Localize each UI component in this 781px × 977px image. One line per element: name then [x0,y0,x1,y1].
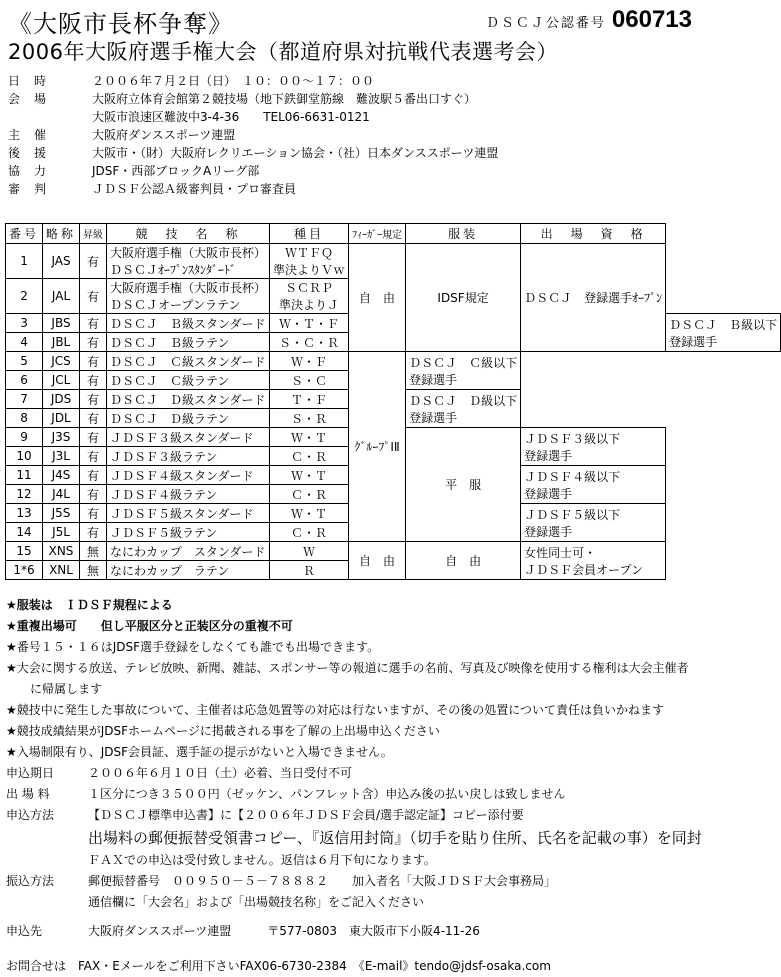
row-number [6,279,43,314]
row-number [6,371,43,390]
row-promotion [80,447,107,466]
row-promotion-line: 有 [87,373,100,388]
info-value: 大阪市・（財）大阪府レクリエーション協会・（社）日本ダンススポーツ連盟 [92,146,499,160]
row-competition-name-line: 大阪府選手権（大阪市長杯） [110,246,267,260]
row-event [270,314,349,333]
row-number-line: 2 [20,289,28,303]
row-event-line: Ｔ・Ｆ [291,392,328,407]
qualification-line: ＪＤＳＦ５級以下 [524,507,621,522]
fee-row [6,784,734,805]
info-value: 大阪市浪速区難波中3-4-36 TEL06-6631-0121 [92,110,370,124]
row-number [6,352,43,371]
row-code-line: JDS [50,392,72,406]
competition-table [5,223,781,580]
info-row-cooperation [8,162,728,180]
row-promotion-line: 有 [87,335,100,350]
note-open-entry: ★番号１５・１６はJDSF選手登録をしなくても誰でも出場できます。 [6,640,380,654]
row-promotion [80,390,107,409]
row-competition-name-line: ＪＤＳＦ３級スタンダード [110,430,254,445]
certification [486,6,692,34]
qualification-line: ＪＤＳＦ会員オープン [524,562,643,577]
row-competition-name-line: ＤＳＣＪオープンラテン [110,298,241,312]
header [8,2,732,36]
apply-value: 大阪府ダンススポーツ連盟 〒577-0803 東大阪市下小阪4-11-26 [88,924,480,938]
row-event [270,428,349,447]
row-event-line: Ｓ・Ｃ [291,373,328,388]
row-number [6,333,43,352]
apply-row [6,921,734,942]
row-promotion-line: 有 [87,506,100,521]
row-event-line: Ｃ・Ｒ [291,525,328,540]
row-promotion-line: 無 [87,563,100,578]
info-key: 協力 [8,164,61,178]
qualification-line: ＤＳＣＪ Ｃ級以下 [409,355,518,370]
row-competition-name-line: ＪＤＳＦ４級スタンダード [110,468,254,483]
row-competition-name-line: ＤＳＣＪ Ｂ級ラテン [110,335,230,350]
row-event [270,371,349,390]
row-competition-name [107,371,270,390]
row-event-line: Ｗ・Ｔ [291,430,328,445]
row-event-line: Ｒ [303,563,316,578]
row-promotion-line: 有 [87,411,100,426]
row-event [270,485,349,504]
cert-label: ＤＳＣＪ公認番号 [485,16,606,31]
row-event [270,279,349,314]
figure-rule-line: 自 由 [359,291,396,305]
row-code-line: JBL [51,335,71,349]
row-event [270,542,349,561]
row-promotion-line: 有 [87,354,100,369]
note-duplicate: ★重複出場可 但し平服区分と正装区分の重複不可 [6,619,293,633]
row-code-line: J5S [51,506,71,520]
row-event [270,561,349,580]
qualification-line: ＤＳＣＪ 登録選手ｵｰﾌﾟﾝ [524,291,663,305]
note-media-rights-cont: に帰属します [30,682,103,696]
row-promotion [80,523,107,542]
row-event-line: ＷＴＦＱ [285,246,334,260]
row-competition-name [107,504,270,523]
row-code [43,279,80,314]
deadline-row [6,763,734,784]
qualification [521,504,666,542]
row-event [270,244,349,279]
deadline-key: 申込期日 [6,766,55,780]
qualification-line: 女性同士可・ [524,545,597,560]
row-promotion [80,333,107,352]
note-results: ★競技成績結果がJDSFホームページに掲載される事を了解の上出場申込ください [6,724,440,738]
row-code [43,244,80,279]
col-header-name: 競 技 名 称 [107,224,270,244]
table-header-row [6,224,781,244]
row-event-line: Ｓ・Ｃ・Ｒ [279,335,340,350]
notes [6,595,734,977]
figure-rule [349,244,406,352]
row-event-line: 準決よりＪ [279,298,340,312]
row-promotion-line: 有 [87,392,100,407]
row-number-line: 14 [16,525,32,539]
row-event-line: Ｓ・Ｒ [291,411,328,426]
row-number [6,466,43,485]
row-event [270,409,349,428]
event-info [8,72,728,198]
row-number [6,244,43,279]
qualification [521,542,666,580]
deadline-value: ２００６年６月１０日（土）必着、当日受付不可 [88,766,353,780]
row-number-line: 12 [16,487,32,501]
row-code [43,390,80,409]
row-code-line: J5L [52,525,70,539]
row-event-line: 準決よりＶｗ [273,263,346,277]
row-promotion-line: 有 [87,316,100,331]
qualification-line: 登録選手 [524,524,573,539]
fee-key: 出 場 料 [6,787,50,801]
row-competition-name-line: ＤＳＣＪ Ｃ級ラテン [110,373,230,388]
row-event-line: Ｗ・Ｆ [291,354,328,369]
qualification-line: 登録選手 [524,448,573,463]
row-competition-name [107,279,270,314]
row-code [43,447,80,466]
col-header-number: 番号 [6,224,43,244]
row-promotion [80,244,107,279]
row-code-line: J3L [52,449,70,463]
row-competition-name [107,561,270,580]
transfer-value: 郵便振替番号 ００９５０－５－７８８８２ 加入者名「大阪ＪＤＳＦ大会事務局」 [88,874,557,888]
col-header-event: 種目 [270,224,349,244]
method-fax: ＦＡＸでの申込は受付致しません。返信は６月下旬になります。 [88,853,436,867]
row-number-line: 10 [16,449,32,463]
row-code-line: J4L [52,487,70,501]
row-code [43,409,80,428]
dress-code [406,428,521,542]
info-key: 会場 [8,92,61,106]
row-event [270,333,349,352]
qualification-line: ＤＳＣＪ Ｂ級以下 [669,317,778,332]
row-competition-name-line: ＪＤＳＦ３級ラテン [110,449,218,464]
dress-code-line: 平 服 [445,478,482,492]
info-row-judges [8,180,728,198]
apply-key: 申込先 [6,924,43,938]
row-number [6,485,43,504]
row-competition-name-line: ＪＤＳＦ５級ラテン [110,525,218,540]
row-number [6,390,43,409]
row-promotion-line: 有 [87,449,100,464]
row-code-line: XNS [48,544,74,558]
info-row-date [8,72,728,90]
figure-rule [349,542,406,580]
col-header-promotion: 昇級 [80,224,107,244]
row-competition-name-line: ＪＤＳＦ５級スタンダード [110,506,254,521]
row-competition-name-line: ＤＳＣＪ Ｄ級スタンダード [110,392,266,407]
row-competition-name-line: なにわカップ スタンダード [110,544,266,559]
note-entry-limit: ★入場制限有り、JDSF会員証、選手証の提示がないと入場できません。 [6,745,393,759]
row-event-line: Ｗ・Ｔ [291,468,328,483]
row-number [6,314,43,333]
row-competition-name [107,542,270,561]
row-code-line: JDL [51,411,71,425]
row-code [43,371,80,390]
row-number-line: 1 [20,254,28,268]
note-media-rights: ★大会に関する放送、テレビ放映、新聞、雑誌、スポンサー等の報道に選手の名前、写真及び映像を使用する権利は大会主催者 [6,661,689,675]
info-key: 主催 [8,128,61,142]
transfer-row [6,871,734,892]
row-code [43,466,80,485]
row-code-line: XNL [49,563,73,577]
row-number [6,523,43,542]
info-key: 審判 [8,182,61,196]
qualification [521,466,666,504]
cup-title: 《大阪市長杯争奪》 [8,10,233,38]
info-value: 大阪府立体育会館第２競技場（地下鉄御堂筋線 難波駅５番出口すぐ） [92,92,477,106]
row-code [43,561,80,580]
row-promotion-line: 有 [87,487,100,502]
row-competition-name [107,244,270,279]
row-competition-name [107,390,270,409]
contact-row: お問合せは FAX・Eメールをご利用下さいFAX06-6730-2384 《E-mail》tendo@jdsf-osaka.com [6,959,551,973]
qualification [406,390,521,428]
row-promotion [80,314,107,333]
row-number-line: 1*6 [13,563,35,577]
row-number-line: 8 [20,411,28,425]
row-promotion [80,485,107,504]
row-number [6,561,43,580]
row-code [43,428,80,447]
row-event-line: ＳＣＲＰ [285,281,334,295]
row-event [270,466,349,485]
info-row-venue-address [8,108,728,126]
info-row-organizer [8,126,728,144]
row-competition-name-line: 大阪府選手権（大阪市長杯） [110,281,267,295]
row-competition-name [107,428,270,447]
row-code [43,504,80,523]
row-competition-name [107,333,270,352]
row-number-line: 9 [20,430,28,444]
row-code-line: JBS [51,316,71,330]
row-promotion-line: 有 [87,254,100,269]
info-row-sponsor [8,144,728,162]
row-number [6,447,43,466]
row-competition-name [107,409,270,428]
row-event-line: Ｗ・Ｔ [291,506,328,521]
row-promotion [80,352,107,371]
row-number-line: 5 [20,354,28,368]
figure-rule [349,352,406,542]
row-event-line: Ｗ・Ｔ・Ｆ [279,316,340,331]
row-promotion [80,466,107,485]
row-code [43,352,80,371]
col-header-dress: 服装 [406,224,521,244]
row-code-line: J3S [51,430,71,444]
method-row [6,805,734,826]
col-header-figure: ﾌｨｰｶﾞｰ規定 [349,224,406,244]
row-event-line: Ｃ・Ｒ [291,487,328,502]
fee-value: １区分につき３５００円（ゼッケン、パンフレット含）申込み後の払い戻しは致しません [88,787,566,801]
row-competition-name [107,352,270,371]
qualification-line: 登録選手 [524,486,573,501]
row-code [43,523,80,542]
row-code [43,485,80,504]
dress-code [406,542,521,580]
row-code-line: JCS [51,354,71,368]
row-code-line: JCL [51,373,71,387]
row-number-line: 4 [20,335,28,349]
qualification [406,352,521,390]
row-number-line: 3 [20,316,28,330]
row-event-line: Ｃ・Ｒ [291,449,328,464]
info-value: ２００６年７月２日（日） １０：００～１７：００ [92,74,375,88]
qualification [521,428,666,466]
row-code-line: JAS [51,254,71,268]
row-promotion [80,371,107,390]
info-value: JDSF・西部ブロックAリーグ部 [92,164,260,178]
qualification-line: 登録選手 [409,410,458,425]
table-row [6,352,781,371]
row-competition-name [107,523,270,542]
note-dress: ★服装は ＩＤＳＦ規程による [6,598,173,612]
row-event [270,447,349,466]
row-event [270,504,349,523]
row-code-line: JAL [51,289,71,303]
row-promotion-line: 有 [87,289,100,304]
row-event [270,523,349,542]
row-competition-name-line: ＤＳＣＪ Ｃ級スタンダード [110,354,266,369]
row-number-line: 6 [20,373,28,387]
transfer-key: 振込方法 [6,874,55,888]
row-promotion [80,409,107,428]
info-value: ＪＤＳＦ公認Ａ級審判員・プロ審査員 [92,182,297,196]
cert-number: 060713 [611,6,692,33]
qualification-line: 登録選手 [669,334,718,349]
row-promotion-line: 有 [87,430,100,445]
col-header-qualification: 出 場 資 格 [521,224,666,244]
row-number [6,504,43,523]
row-event [270,352,349,371]
transfer-note: 通信欄に「大会名」および「出場競技名称」をご記入ください [88,895,425,909]
row-competition-name [107,314,270,333]
row-promotion-line: 有 [87,525,100,540]
row-number [6,542,43,561]
row-promotion-line: 有 [87,468,100,483]
figure-rule-line: 自 由 [359,554,396,568]
row-competition-name [107,466,270,485]
event-title: 2006年大阪府選手権大会（都道府県対抗戦代表選考会） [8,40,558,64]
row-competition-name-line: ＤＳＣＪ Ｄ級ラテン [110,411,230,426]
row-event-line: Ｗ [303,544,316,559]
table-row [6,244,781,279]
row-promotion [80,561,107,580]
row-code [43,542,80,561]
row-promotion [80,504,107,523]
info-key: 日時 [8,74,61,88]
row-code-line: J4S [51,468,71,482]
row-promotion [80,542,107,561]
row-event [270,390,349,409]
row-number-line: 15 [16,544,32,558]
row-competition-name [107,447,270,466]
row-code [43,333,80,352]
row-number [6,428,43,447]
row-number [6,409,43,428]
qualification-line: ＤＳＣＪ Ｄ級以下 [409,393,518,408]
table-row [6,542,781,561]
col-header-code: 略称 [43,224,80,244]
row-code [43,314,80,333]
row-number-line: 7 [20,392,28,406]
row-promotion-line: 無 [87,544,100,559]
method-enclosure: 出場料の郵便振替受領書コピー、『返信用封筒』（切手を貼り住所、氏名を記載の事）を同封 [88,829,702,847]
qualification [666,314,781,352]
dress-code-line: IDSF規定 [437,291,489,305]
qualification-line: ＪＤＳＦ３級以下 [524,431,621,446]
row-competition-name-line: ＤＳＣＪ Ｂ級スタンダード [110,316,266,331]
row-number-line: 11 [16,468,32,482]
method-value: 【ＤＳＣＪ標準申込書】に【２００６年ＪＤＳＦ会員/選手認定証】コピー添付要 [88,808,524,822]
row-promotion [80,279,107,314]
figure-rule-line: ｸﾞﾙｰﾌﾟⅠⅡ [354,440,400,454]
row-competition-name-line: ＪＤＳＦ４級ラテン [110,487,218,502]
qualification-line: ＪＤＳＦ４級以下 [524,469,621,484]
note-accident: ★競技中に発生した事故について、主催者は応急処置等の対応は行ないますが、その後の処置について責任は負いかねます [6,703,665,717]
info-value: 大阪府ダンススポーツ連盟 [92,128,236,142]
dress-code-line: 自 由 [445,554,482,568]
method-key: 申込方法 [6,808,55,822]
qualification-line: 登録選手 [409,372,458,387]
row-number-line: 13 [16,506,32,520]
row-competition-name-line: なにわカップ ラテン [110,563,230,578]
info-row-venue [8,90,728,108]
qualification [521,244,666,352]
row-promotion [80,428,107,447]
row-competition-name [107,485,270,504]
row-competition-name-line: ＤＳＣＪｵｰﾌﾟﾝｽﾀﾝﾀﾞｰﾄﾞ [110,263,237,277]
info-key: 後援 [8,146,61,160]
dress-code [406,244,521,352]
